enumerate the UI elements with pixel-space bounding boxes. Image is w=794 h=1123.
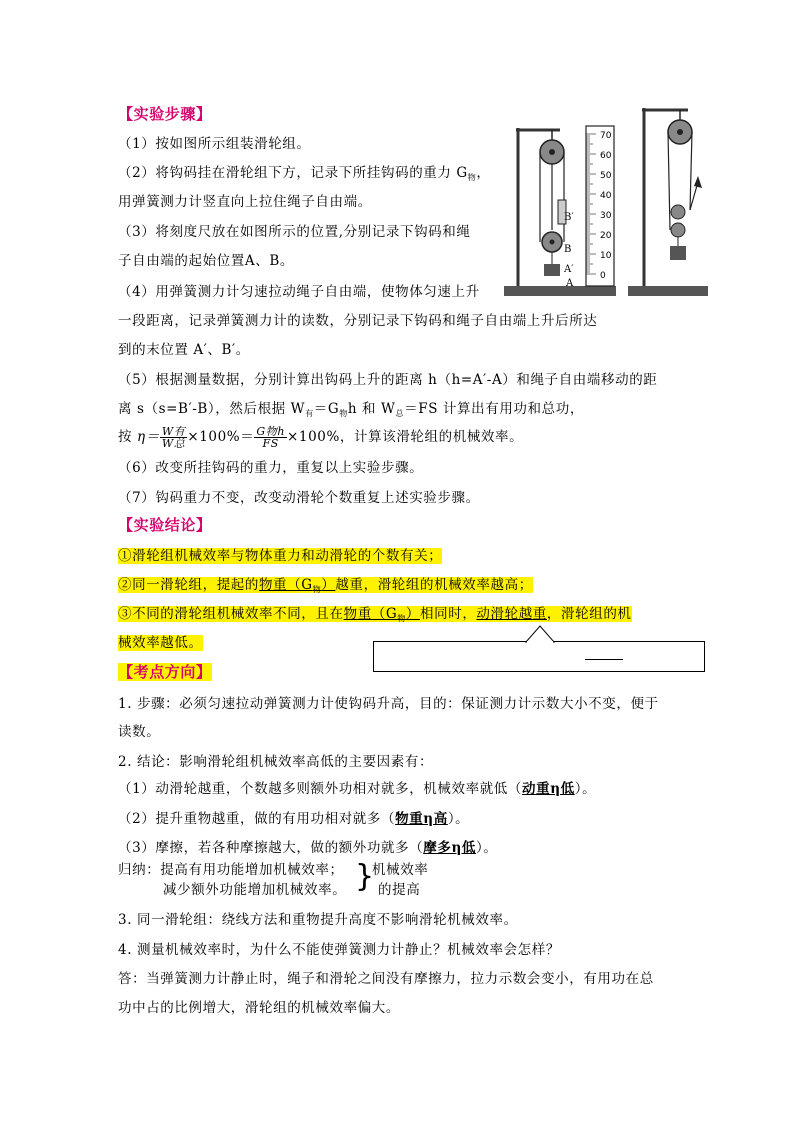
exam-answer-line-1: 答：当弹簧测力计静止时，绳子和滑轮之间没有摩擦力，拉力示数会变小，有用功在总 [118, 971, 654, 987]
step-7: （7）钩码重力不变，改变动滑轮个数重复上述实验步骤。 [118, 490, 480, 506]
exam-2-1: （1）动滑轮越重，个数越多则额外功相对就多，机械效率就低（动重η低）。 [118, 781, 597, 797]
summary-line-2: 减少额外功能增加机械效率。 [163, 882, 347, 898]
summary-brace: } [355, 859, 375, 894]
svg-text:B′: B′ [564, 212, 574, 223]
step-2-line-1: （2）将钩码挂在滑轮组下方，记录下所挂钩码的重力 $G_物$， [118, 165, 491, 182]
step-5-line-2: 离 s（s=B′-B），然后根据 $W_有=G_物h$ 和 $W_总=FS$ 计算出有用功和总功， [118, 401, 584, 418]
pulley-apparatus-figure [500, 100, 712, 300]
step-4-line-2: 一段距离，记录弹簧测力计的读数，分别记录下钩码和绳子自由端上升后所达 [118, 313, 598, 329]
ruler [586, 126, 614, 286]
movable-pulley-right-1 [671, 205, 685, 219]
summary-line-1: 归纳：提高有用功能增加机械效率； [118, 862, 344, 878]
pull-arrow [694, 176, 702, 188]
exam-1-line-2: 读数。 [118, 724, 161, 740]
exam-heading: 【考点方向】 [118, 663, 212, 681]
step-6: （6）改变所挂钩码的重力，重复以上实验步骤。 [118, 460, 424, 476]
exam-3: 3. 同一滑轮组：绕线方法和重物提升高度不影响滑轮机械效率。 [118, 912, 518, 928]
ruler-tick-label: 0 [600, 271, 606, 281]
exam-2-3: （3）摩擦，若各种摩擦越大，做的额外功就多（摩多η低）。 [118, 840, 498, 856]
fraction-w: $\frac{\text{W有}}{\text{W总}}$ [161, 425, 186, 450]
conclusion-heading: 【实验结论】 [118, 516, 212, 534]
ruler-tick-label: 10 [600, 251, 612, 261]
ruler-tick-label: 20 [600, 231, 612, 241]
exam-1-line-1: 1. 步骤：必须匀速拉动弹簧测力计使钩码升高，目的：保证测力计示数大小不变，便于 [118, 696, 659, 712]
step-4-line-1: （4）用弹簧测力计匀速拉动绳子自由端，使物体匀速上升 [118, 284, 480, 300]
ruler-tick-label: 60 [600, 151, 612, 161]
ruler-tick-label: 40 [600, 191, 612, 201]
exam-4: 4. 测量机械效率时，为什么不能使弹簧测力计静止？机械效率会怎样？ [118, 942, 560, 958]
svg-text:B: B [564, 244, 572, 255]
ruler-tick-label: 70 [600, 131, 612, 141]
svg-text:A′: A′ [564, 264, 574, 275]
weight-left [544, 264, 560, 276]
conclusion-3-line-2: 械效率越低。 [118, 635, 203, 651]
conclusion-1: ①滑轮组机械效率与物体重力和动滑轮的个数有关； [118, 548, 443, 564]
exam-answer-line-2: 功中占的比例增大，滑轮组的机械效率偏大。 [118, 1000, 400, 1016]
exam-2-2: （2）提升重物越重，做的有用功相对就多（物重η高）。 [118, 811, 470, 827]
conclusion-2: ②同一滑轮组，提起的物重$(G_物)$越重，滑轮组的机械效率越高； [118, 577, 533, 594]
step-3-line-1: （3）将刻度尺放在如图所示的位置,分别记录下钩码和绳 [118, 224, 471, 240]
step-2-line-2: 用弹簧测力计竖直向上拉住绳子自由端。 [118, 194, 372, 210]
step-5-line-1: （5）根据测量数据，分别计算出钩码上升的距离 h（h=A′-A）和绳子自由端移动的距 [118, 372, 658, 388]
exam-2: 2. 结论：影响滑轮组机械效率高低的主要因素有： [118, 754, 434, 770]
conclusion-3-line-1: ③不同的滑轮组机械效率不同，且在物重$(G_物)$相同时，动滑轮越重，滑轮组的机 [118, 606, 632, 623]
movable-pulley-right-2 [671, 223, 685, 237]
callout-pointer [520, 624, 560, 643]
summary-result-1: 机械效率 [372, 862, 429, 878]
summary-result-2: 的提高 [378, 882, 421, 898]
step-5-formula: 按 η＝ $\frac{\text{W有}}{\text{W总}}$ ×100%＝ $\frac{\text{G物h}}{FS}$ ×100%，计算该滑轮组的机械效率。 [118, 425, 524, 450]
step-3-line-2: 子自由端的起始位置A、B。 [118, 253, 294, 269]
weight-right [670, 246, 686, 260]
callout-box [373, 641, 705, 672]
step-1: （1）按如图所示组装滑轮组。 [118, 136, 311, 152]
ruler-tick-label: 30 [600, 211, 612, 221]
base-right [628, 286, 708, 296]
step-4-line-3: 到的末位置 A′、B′。 [118, 342, 250, 358]
steps-heading: 【实验步骤】 [118, 105, 212, 123]
svg-text:A: A [566, 278, 574, 289]
fraction-g: $\frac{\text{G物h}}{FS}$ [256, 425, 286, 450]
base-left [504, 286, 616, 296]
ruler-tick-label: 50 [600, 171, 612, 181]
